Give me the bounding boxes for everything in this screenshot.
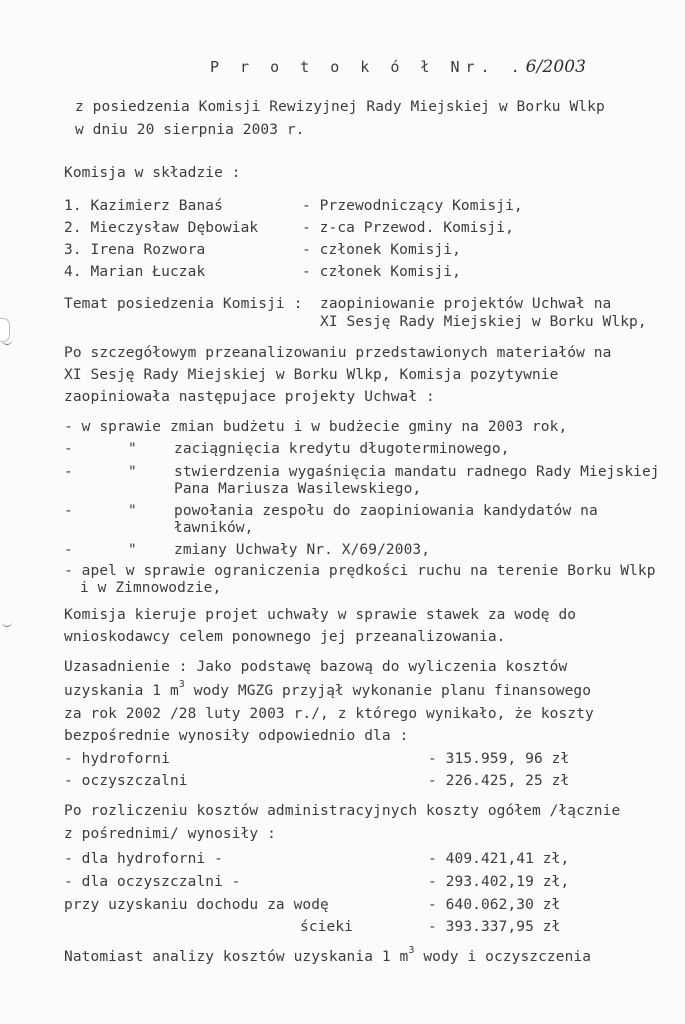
cost-label: - oczyszczalni <box>64 773 188 789</box>
topic-label: Temat posiedzenia Komisji : <box>64 296 303 312</box>
member-role: - Przewodniczący Komisji, <box>302 198 523 214</box>
subtitle-line-1: z posiedzenia Komisji Rewizyjnej Rady Miejskiej w Borku Wlkp <box>75 99 605 115</box>
paragraph-line: zaopiniowała następujace projekty Uchwał : <box>64 389 435 405</box>
paragraph-line: Po rozliczeniu kosztów administracyjnych koszty ogółem /łącznie <box>64 803 621 819</box>
justification-line: bezpośrednie wynosiły odpowiednio dla : <box>64 728 409 744</box>
superscript-3: 3 <box>408 945 415 956</box>
justification-line: Uzasadnienie : Jako podstawę bazową do wyliczenia kosztów <box>64 659 568 675</box>
superscript-3: 3 <box>178 679 185 690</box>
cost-value: - 640.062,30 zł <box>428 897 561 913</box>
cost-value: - 293.402,19 zł, <box>428 874 570 890</box>
cost-value: - 393.337,95 zł <box>428 919 561 935</box>
appeal-line-2: i w Zimnowodzie, <box>80 580 222 596</box>
ditto-mark: " <box>128 542 137 558</box>
resolution-text-cont: Pana Mariusza Wasilewskiego, <box>174 481 422 497</box>
justification-line: za rok 2002 /28 luty 2003 r./, z którego wynikało, że koszty <box>64 706 594 722</box>
resolution-text: zaciągnięcia kredytu długoterminowego, <box>174 441 510 457</box>
member-role: - z-ca Przewod. Komisji, <box>302 220 514 236</box>
closing-line <box>64 945 592 968</box>
member-role: - członek Komisji, <box>302 264 461 280</box>
resolution-text: powołania zespołu do zaopiniowania kandydatów na <box>174 503 598 519</box>
ditto-mark: " <box>128 464 137 480</box>
subtitle-line-2: w dniu 20 sierpnia 2003 r. <box>75 122 305 138</box>
protocol-number-handwritten: 6/2003 <box>525 57 587 77</box>
resolution-text: zmiany Uchwały Nr. X/69/2003, <box>174 542 431 558</box>
resolution-dash: - <box>64 542 73 558</box>
cost-label: - dla oczyszczalni - <box>64 874 241 890</box>
committee-heading: Komisja w składzie : <box>64 165 241 181</box>
protocol-title-text: P r o t o k ó ł Nr. . <box>210 58 526 76</box>
resolution-dash: - <box>64 441 73 457</box>
cost-label: przy uzyskaniu dochodu za wodę <box>64 897 329 913</box>
resolution-dash: - <box>64 464 73 480</box>
paragraph-line: wnioskodawcy celem ponownego jej przeanalizowania. <box>64 629 506 645</box>
paragraph-line: Po szczegółowym przeanalizowaniu przedstawionych materiałów na <box>64 345 612 361</box>
justification-text: wody MGZG przyjął wykonanie planu finansowego <box>184 683 592 699</box>
justification-text: uzyskania 1 m <box>64 683 179 699</box>
member-name: 1. Kazimierz Banaś <box>64 198 223 214</box>
paragraph-line: Komisja kieruje projet uchwały w sprawie stawek za wodę do <box>64 607 577 623</box>
appeal-line-1: - apel w sprawie ograniczenia prędkości ruchu na terenie Borku Wlkp <box>64 563 656 579</box>
cost-label: - hydroforni <box>64 751 170 767</box>
member-role: - członek Komisji, <box>302 242 461 258</box>
cost-label: ścieki <box>300 919 353 935</box>
resolution-text: stwierdzenia wygaśnięcia mandatu radnego Rady Miejskiej <box>174 464 660 480</box>
paragraph-line: z pośrednimi/ wynosiły : <box>64 826 276 842</box>
closing-text: Natomiast analizy kosztów uzyskania 1 m <box>64 949 409 965</box>
resolution-text-cont: ławników, <box>174 520 254 536</box>
topic-line-1: zaopiniowanie projektów Uchwał na <box>320 296 612 312</box>
paragraph-line: XI Sesję Rady Miejskiej w Borku Wlkp, Komisja pozytywnie <box>64 367 559 383</box>
closing-text: wody i oczyszczenia <box>414 949 592 965</box>
ditto-mark: " <box>128 503 137 519</box>
cost-value: - 226.425, 25 zł <box>428 773 570 789</box>
ditto-mark: " <box>128 441 137 457</box>
member-name: 2. Mieczysław Dębowiak <box>64 220 259 236</box>
cost-value: - 409.421,41 zł, <box>428 851 570 867</box>
binder-mark <box>2 618 12 627</box>
resolution-dash: - <box>64 503 73 519</box>
member-name: 3. Irena Rozwora <box>64 242 206 258</box>
justification-line <box>64 679 592 702</box>
member-name: 4. Marian Łuczak <box>64 264 206 280</box>
cost-value: - 315.959, 96 zł <box>428 751 570 767</box>
punch-hole <box>0 318 10 342</box>
cost-label: - dla hydroforni - <box>64 851 223 867</box>
resolution-item: - w sprawie zmian budżetu i w budżecie gminy na 2003 rok, <box>64 419 568 435</box>
protocol-title <box>210 58 586 77</box>
topic-line-2: XI Sesję Rady Miejskiej w Borku Wlkp, <box>320 314 647 330</box>
